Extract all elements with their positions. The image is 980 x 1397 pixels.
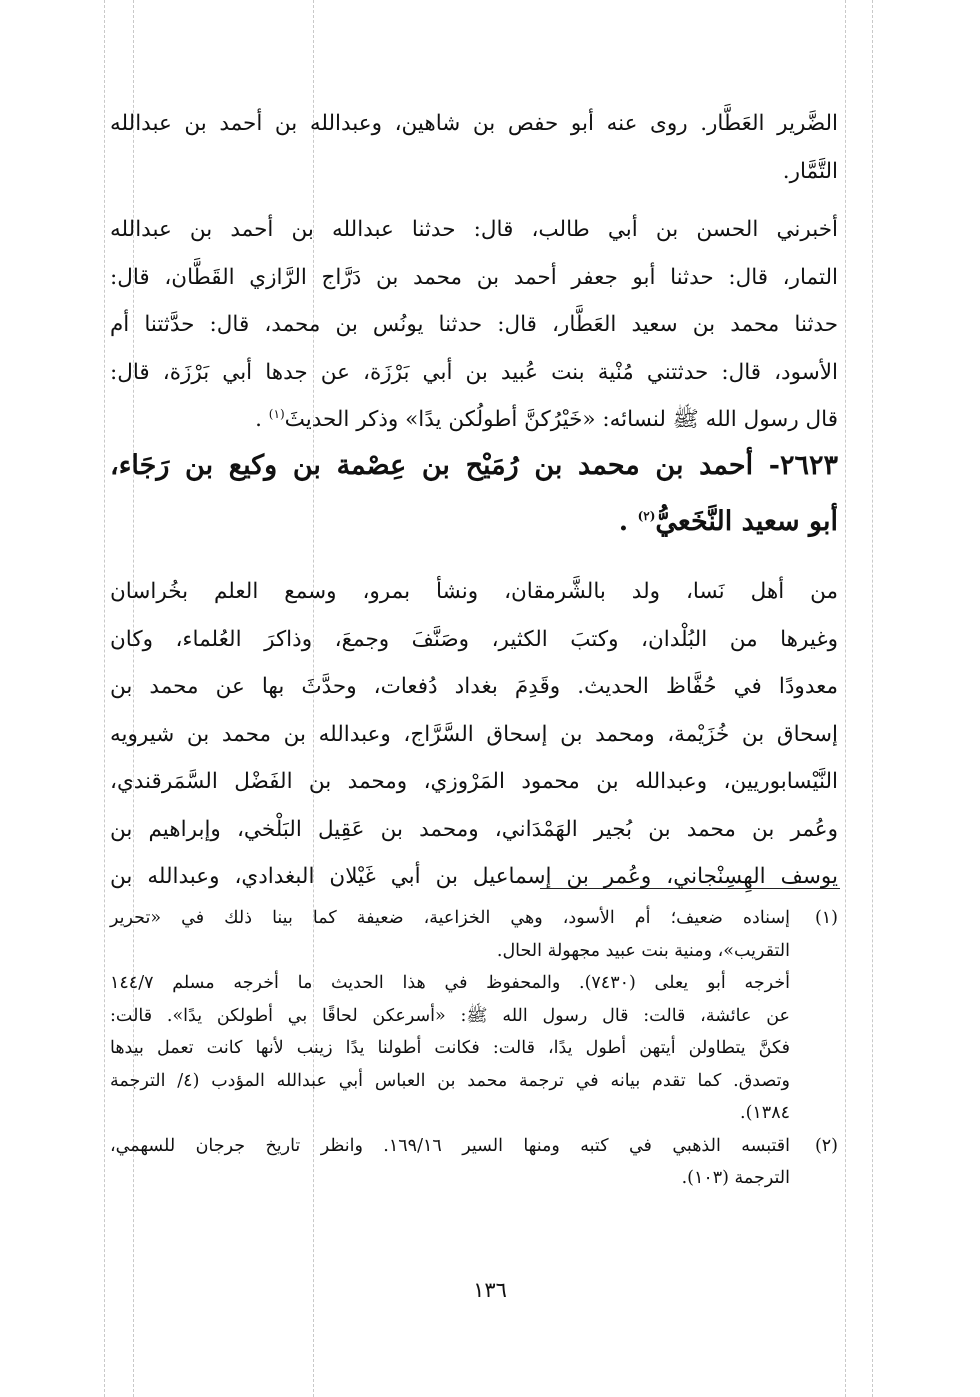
text-line-content: قال رسول الله ﷺ لنسائه: «خَيْرُكنَّ أطولُكن يدًا» وذكر الحديثَ <box>284 407 838 432</box>
intro-paragraph <box>110 100 838 195</box>
footnote-line: فكنَّ يتطاولن أيتهن أطول يدًا، قالت: فكانت أطولنا يدًا زينب لأنها كانت تعمل بيدها <box>110 1038 790 1058</box>
footnote-line: ١٣٨٤). <box>740 1103 790 1123</box>
text-line: حدثنا محمد بن سعيد العَطَّار، قال: حدثنا يونُس بن محمد، قال: حدَّثتنا أم <box>110 312 838 337</box>
text-line: الأسود، قال: حدثتني مُنْية بنت عُبيد بن أبي بَرْزَة، عن جدها أبي بَرْزَة، قال: <box>110 359 838 385</box>
page-number: ١٣٦ <box>473 1278 507 1302</box>
heading-line: ٢٦٢٣- أحمد بن محمد بن رُمَيْح بن عِصْمة بن وكيع بن رَجَاء، <box>110 450 838 481</box>
footnote-1 <box>110 902 838 1130</box>
text-line: النَّيْسابوريين، وعبدالله بن محمود المَرْوزي، ومحمد بن الفَضْل السَّمَرقندي، <box>110 769 838 794</box>
footnote-line: وتصدق. كما تقدم بيانه في ترجمة محمد بن العباس أبي عبدالله المؤدب (٤/ الترجمة <box>110 1070 790 1091</box>
footnote-ref[interactable]: (١) <box>268 406 285 421</box>
text-line: وعُمر بن محمد بن بُجير الهَمْدَاني، ومحمد بن عَقِيل البَلْخي، وإبراهيم بن <box>110 816 839 842</box>
text-line: أخبرني الحسن بن أبي طالب، قال: حدثنا عبدالله بن أحمد بن عبدالله <box>110 217 838 242</box>
scan-guide-line <box>872 0 873 1397</box>
scan-guide-line <box>845 0 846 1397</box>
footnote-separator <box>540 888 840 889</box>
footnote-line: الترجمة (١٠٣). <box>681 1168 790 1188</box>
scan-guide-line <box>104 0 105 1397</box>
footnote-ref[interactable]: (٢) <box>637 509 656 523</box>
entry-heading <box>110 438 838 550</box>
text-line: التَّمَّار. <box>782 158 838 184</box>
footnote-line: اقتبسه الذهبي في كتبه ومنها السير ١٦٩/١٦. وانظر تاريخ جرجان للسهمي، <box>110 1135 790 1156</box>
heading-line <box>110 494 838 550</box>
footnote-number: (١) <box>814 908 838 928</box>
text-line: إسحاق بن خُزَيْمة، ومحمد بن إسحاق السَّرَّاج، وعبدالله بن محمد بن شيرويه <box>110 721 838 747</box>
text-line: معدودًا في حُفَّاظ الحديث. وقَدِمَ بغداد دُفعات، وحدَّثَ بها عن محمد بن <box>110 674 838 699</box>
heading-name: أبو سعيد النَّخَعيُّ <box>655 506 838 537</box>
text-line: يوسف الهِسِنْجاني، وعُمر بن إسماعيل بن أبي غَيْلان البغدادي، وعبدالله بن <box>110 864 838 889</box>
footnotes <box>110 902 838 1195</box>
biography-paragraph <box>110 568 838 901</box>
sentence-end: . <box>255 407 262 432</box>
footnote-2 <box>110 1130 838 1195</box>
text-line: وغيرها من البُلْدان، وكتبَ الكثير، وصَنَّفَ وجمعَ، وذاكرَ العُلماء، وكان <box>110 626 838 652</box>
footnote-line: عن عائشة، قالت: قال رسول الله ﷺ: «أسرعكن لحاقًا بي أطولكن يدًا». قالت: <box>110 1005 790 1026</box>
footnote-text <box>110 902 790 1130</box>
text-line: التمار، قال: حدثنا أبو جعفر أحمد بن محمد بن دَرَّاج الرَّازي القَطَّان، قال: <box>110 264 838 290</box>
text-line <box>110 396 838 444</box>
footnote-line: أخرجه أبو يعلى (٧٤٣٠). والمحفوظ في هذا الحديث ما أخرجه مسلم ١٤٤/٧ <box>110 973 790 993</box>
footnote-number: (٢) <box>814 1135 838 1156</box>
footnote-text <box>110 1130 790 1195</box>
sentence-end: . <box>618 506 629 537</box>
footnote-line: إسناده ضعيف؛ أم الأسود، وهي الخزاعية، ضعيفة كما بينا ذلك في «تحرير <box>110 908 790 928</box>
text-line: من أهل نَسا، ولد بالشَّرمقان، ونشأ بمرو، وسمع العلم بخُراسان <box>110 579 838 604</box>
text-line: الضَّرير العَطَّار. روى عنه أبو حفص بن شاهين، وعبدالله بن أحمد بن عبدالله <box>110 111 838 136</box>
footnote-line: التقريب»، ومنية بنت عبيد مجهولة الحال. <box>496 940 790 961</box>
isnad-paragraph <box>110 206 838 444</box>
